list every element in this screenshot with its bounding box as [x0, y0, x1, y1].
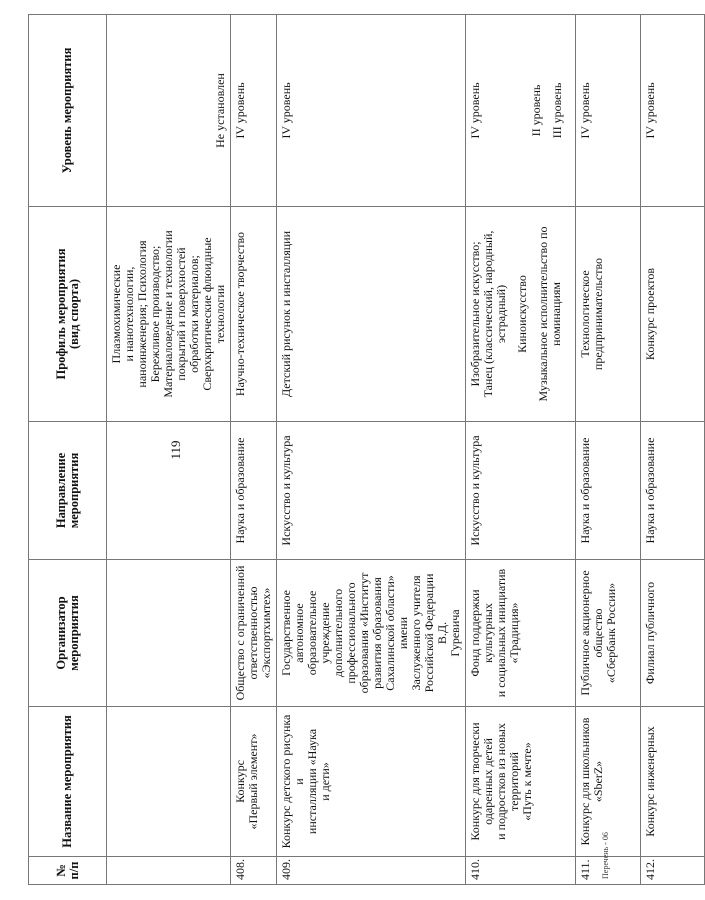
cell-name: Конкурс «Первый элемент» — [231, 707, 277, 857]
cell-level — [466, 15, 576, 207]
table-header-row — [29, 15, 107, 885]
rotated-page — [28, 15, 657, 885]
cell-profile: Научно-техническое творчество — [231, 207, 277, 422]
cell-profile: Конкурс проектов — [641, 207, 705, 422]
table-row — [641, 15, 705, 885]
profile-line-2: Киноискусство — [515, 275, 529, 353]
cell-level: IV уровень — [277, 15, 466, 207]
table-row — [277, 15, 466, 885]
cell-organizer: Публичное акционерное общество «Сбербанк России» — [576, 560, 641, 707]
profile-line-1: Плазмохимические и нанотехнологии, наноинженерия; Психология — [109, 240, 149, 388]
cell-organizer: Общество с ограниченной ответственностью «Экспортхимтех» — [231, 560, 277, 707]
header-direction: Направление мероприятия — [29, 422, 107, 560]
events-table — [28, 14, 705, 885]
header-name: Название мероприятия — [29, 707, 107, 857]
cell-level: IV уровень — [231, 15, 277, 207]
table-row — [576, 15, 641, 885]
profile-line-2: Бережливое производство; Материаловедение и технологии покрытий и поверхностей обработки материалов; Сверхкритические флюидные технологии — [148, 230, 227, 398]
cell-name: Конкурс инженерных — [641, 707, 705, 857]
cell-profile: Технологическое предпринимательство — [576, 207, 641, 422]
level-line-3: III уровень — [550, 82, 564, 139]
cell-level: IV уровень — [576, 15, 641, 207]
cell-level: Не установлен — [107, 15, 231, 207]
cell-num: 409. — [277, 857, 466, 885]
header-level: Уровень мероприятия — [29, 15, 107, 207]
cell-name: Конкурс для школьников «SberZ» — [576, 707, 641, 857]
table-row — [466, 15, 576, 885]
level-line-2: II уровень — [529, 84, 543, 137]
cell-level: IV уровень — [641, 15, 705, 207]
cell-num: 410. — [466, 857, 576, 885]
header-profile: Профиль мероприятия (вид спорта) — [29, 207, 107, 422]
profile-line-1: Изобразительное искусство; Танец (классический, народный, эстрадный) — [468, 230, 508, 398]
level-line-1: IV уровень — [468, 82, 482, 139]
cell-organizer: Фонд поддержки культурных и социальных инициатив «Традиция» — [466, 560, 576, 707]
cell-num: 412. — [641, 857, 705, 885]
header-organizer: Организатор мероприятия — [29, 560, 107, 707]
table-row — [231, 15, 277, 885]
cell-direction: Наука и образование — [576, 422, 641, 560]
cell-organizer: Государственное автономное образовательное учреждение дополнительного профессионального образования «Институт развития образования Сахалинской области» имени Заслуженного учителя Российской Федерации В.Д. Гуревича — [277, 560, 466, 707]
cell-num: 408. — [231, 857, 277, 885]
cell-direction: Искусство и культура — [277, 422, 466, 560]
cell-profile — [466, 207, 576, 422]
cell-profile: Детский рисунок и инсталляции — [277, 207, 466, 422]
page-number: 119 — [168, 440, 183, 460]
cell-direction: Наука и образование — [641, 422, 705, 560]
cell-num: 411. — [576, 857, 641, 885]
cell-organizer: Филиал публичного — [641, 560, 705, 707]
cell-name: Конкурс детского рисунка и инсталляции «Наука и дети» — [277, 707, 466, 857]
cell-direction: Искусство и культура — [466, 422, 576, 560]
profile-line-3: Музыкальное исполнительство по номинациям — [536, 226, 563, 402]
cell-name: Конкурс для творчески одаренных детей и подростков из новых территорий «Путь к мечте» — [466, 707, 576, 857]
footer-mark: Перечень - 06 — [601, 832, 610, 879]
header-num: № п/п — [29, 857, 107, 885]
cell-direction: Наука и образование — [231, 422, 277, 560]
